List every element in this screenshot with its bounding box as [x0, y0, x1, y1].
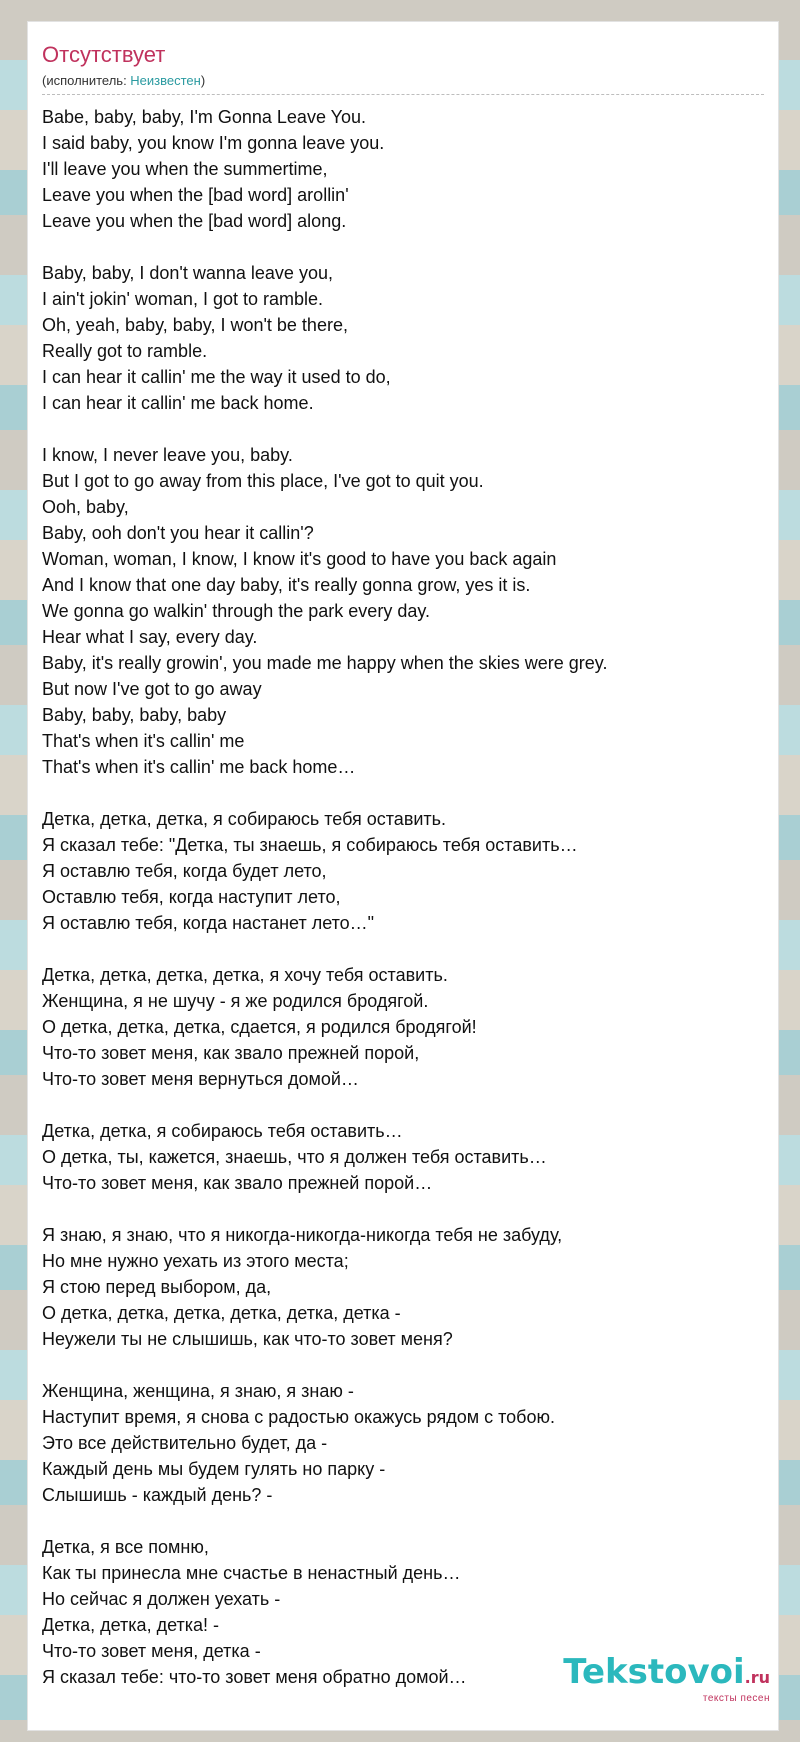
lyrics-text — [42, 104, 762, 1690]
lyric-line: Это все действительно будет, да - — [42, 1433, 328, 1453]
artist-suffix: ) — [200, 73, 206, 88]
song-title: Отсутствует — [42, 42, 166, 67]
lyric-line: Неужели ты не слышишь, как что-то зовет меня? — [42, 1329, 453, 1349]
lyric-line: Я знаю, я знаю, что я никогда-никогда-никогда тебя не забуду, — [42, 1225, 563, 1245]
lyric-line: Каждый день мы будем гулять но парку - — [42, 1459, 386, 1479]
lyric-line — [42, 1508, 762, 1534]
lyric-line: Оставлю тебя, когда наступит лето, — [42, 887, 341, 907]
lyric-line: That's when it's callin' me back home… — [42, 757, 356, 777]
lyric-line: I'll leave you when the summertime, — [42, 159, 328, 179]
lyric-line: Детка, детка, я собираюсь тебя оставить… — [42, 1121, 403, 1141]
logo-slogan: тексты песен — [702, 1693, 770, 1704]
lyric-line — [42, 234, 762, 260]
lyric-line: Really got to ramble. — [42, 341, 208, 361]
lyric-line: I know, I never leave you, baby. — [42, 445, 293, 465]
lyric-line: Я оставлю тебя, когда будет лето, — [42, 861, 327, 881]
lyric-line: Наступит время, я снова с радостью окажусь рядом с тобою. — [42, 1407, 555, 1427]
lyric-line: Детка, детка, детка, я собираюсь тебя оставить. — [42, 809, 447, 829]
lyric-line: But I got to go away from this place, I've got to quit you. — [42, 471, 484, 491]
artist-prefix: (исполнитель: — [42, 73, 131, 88]
lyric-line: I can hear it callin' me back home. — [42, 393, 314, 413]
lyric-line: Но мне нужно уехать из этого места; — [42, 1251, 349, 1271]
lyric-line: Я оставлю тебя, когда настанет лето…" — [42, 913, 375, 933]
lyric-line — [42, 416, 762, 442]
artist-line — [42, 73, 205, 88]
lyric-line: Leave you when the [bad word] along. — [42, 211, 347, 231]
lyric-line: Baby, baby, I don't wanna leave you, — [42, 263, 333, 283]
lyric-line: Слышишь - каждый день? - — [42, 1485, 273, 1505]
logo-brand — [563, 1652, 770, 1695]
lyric-line: Baby, baby, baby, baby — [42, 705, 227, 725]
lyric-line: Oh, yeah, baby, baby, I won't be there, — [42, 315, 348, 335]
lyric-line: Что-то зовет меня, детка - — [42, 1641, 261, 1661]
site-logo[interactable] — [563, 1652, 770, 1704]
lyric-line: О детка, детка, детка, детка, детка, детка - — [42, 1303, 401, 1323]
lyric-line — [42, 1196, 762, 1222]
lyric-line: Что-то зовет меня вернуться домой… — [42, 1069, 359, 1089]
lyric-line: Что-то зовет меня, как звало прежней порой… — [42, 1173, 433, 1193]
logo-tld: .ru — [744, 1668, 770, 1687]
lyric-line: Что-то зовет меня, как звало прежней порой, — [42, 1043, 420, 1063]
lyric-line: Hear what I say, every day. — [42, 627, 258, 647]
lyric-line: I said baby, you know I'm gonna leave you. — [42, 133, 385, 153]
lyric-line: That's when it's callin' me — [42, 731, 245, 751]
lyric-line: Babe, baby, baby, I'm Gonna Leave You. — [42, 107, 367, 127]
lyric-line: Я стою перед выбором, да, — [42, 1277, 272, 1297]
lyric-line — [42, 1092, 762, 1118]
lyric-line: Ooh, baby, — [42, 497, 129, 517]
lyric-line: Детка, детка, детка! - — [42, 1615, 220, 1635]
lyric-line — [42, 780, 762, 806]
lyric-line: Woman, woman, I know, I know it's good to have you back again — [42, 549, 557, 569]
lyric-line: О детка, ты, кажется, знаешь, что я должен тебя оставить… — [42, 1147, 547, 1167]
lyric-line: Женщина, я не шучу - я же родился бродягой. — [42, 991, 429, 1011]
lyric-line: Я сказал тебе: "Детка, ты знаешь, я собираюсь тебя оставить… — [42, 835, 578, 855]
lyric-line: Baby, ooh don't you hear it callin'? — [42, 523, 314, 543]
lyric-line: Но сейчас я должен уехать - — [42, 1589, 281, 1609]
lyric-line: Женщина, женщина, я знаю, я знаю - — [42, 1381, 354, 1401]
lyric-line — [42, 936, 762, 962]
lyric-line: I ain't jokin' woman, I got to ramble. — [42, 289, 324, 309]
lyric-line: We gonna go walkin' through the park every day. — [42, 601, 431, 621]
lyric-line: Детка, я все помню, — [42, 1537, 209, 1557]
dashed-divider — [42, 94, 764, 95]
artist-link[interactable]: Неизвестен — [130, 73, 201, 88]
lyric-line: О детка, детка, детка, сдается, я родился бродягой! — [42, 1017, 477, 1037]
lyric-line: But now I've got to go away — [42, 679, 262, 699]
lyric-line: And I know that one day baby, it's really gonna grow, yes it is. — [42, 575, 531, 595]
lyric-line: Baby, it's really growin', you made me happy when the skies were grey. — [42, 653, 608, 673]
lyric-line: Как ты принесла мне счастье в ненастный день… — [42, 1563, 461, 1583]
lyric-line: Детка, детка, детка, детка, я хочу тебя оставить. — [42, 965, 448, 985]
lyric-line: Я сказал тебе: что-то зовет меня обратно домой… — [42, 1667, 467, 1687]
logo-brand-text: Tekstovoi — [563, 1652, 745, 1692]
lyric-line — [42, 1352, 762, 1378]
lyrics-card — [28, 22, 778, 1730]
lyric-line: I can hear it callin' me the way it used to do, — [42, 367, 391, 387]
lyric-line: Leave you when the [bad word] arollin' — [42, 185, 349, 205]
